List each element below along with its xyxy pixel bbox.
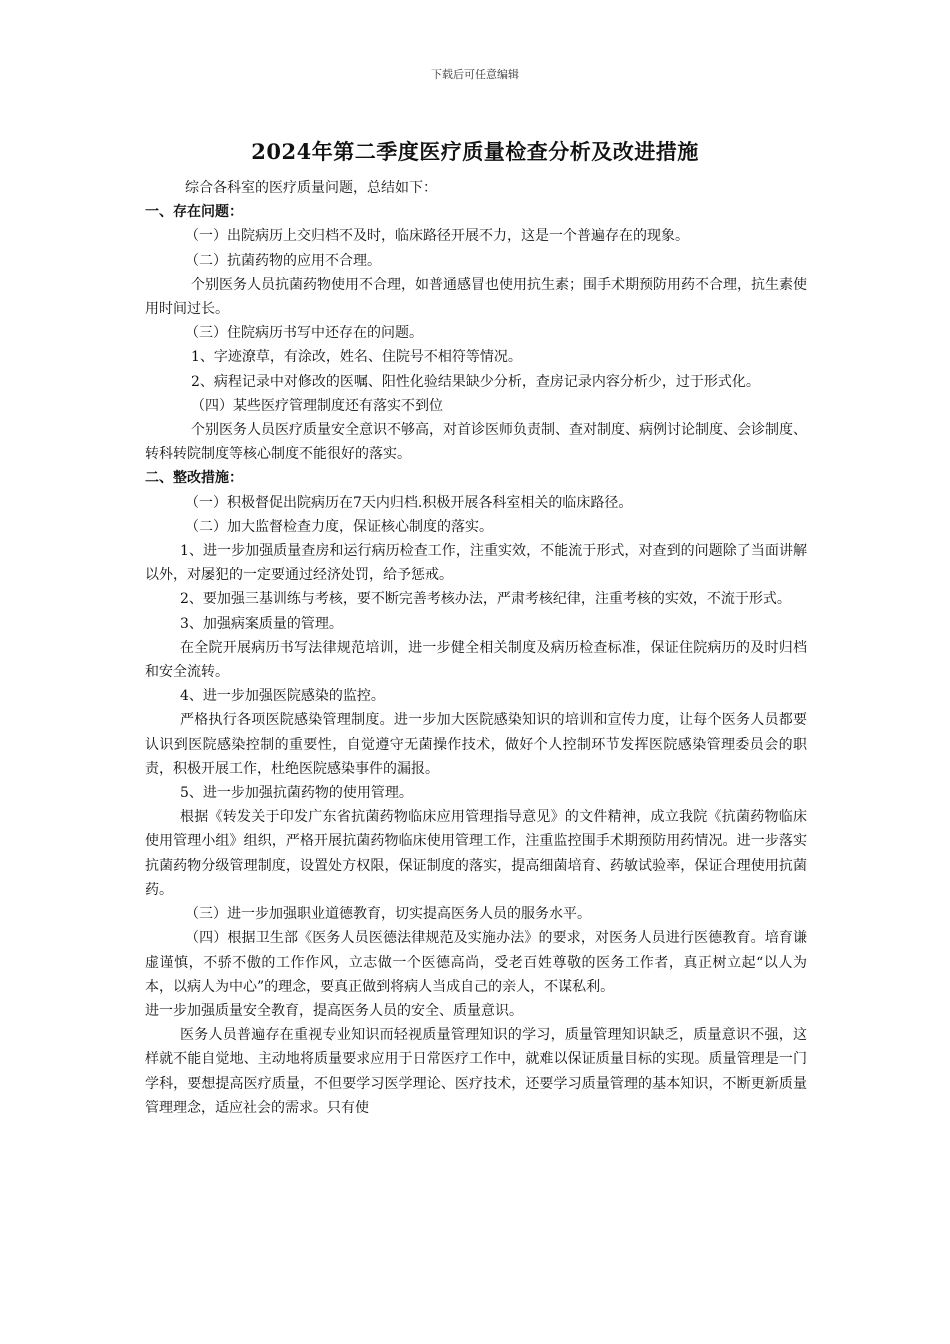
page-header-note: 下载后可任意编辑 <box>431 68 519 81</box>
paragraph: 2、要加强三基训练与考核，要不断完善考核办法，严肃考核纪律，注重考核的实效，不流于形式。 <box>180 591 791 608</box>
paragraph: 3、加强病案质量的管理。 <box>180 615 343 632</box>
paragraph: （二）抗菌药物的应用不合理。 <box>185 252 381 269</box>
paragraph: （一）出院病历上交归档不及时，临床路径开展不力，这是一个普遍存在的现象。 <box>185 228 689 245</box>
paragraph: （三）进一步加强职业道德教育，切实提高医务人员的服务水平。 <box>185 906 591 923</box>
paragraph: 个别医务人员医疗质量安全意识不够高，对首诊医师负责制、查对制度、病例讨论制度、会诊制度、转科转院制度等核心制度不能很好的落实。 <box>145 422 807 463</box>
paragraph: 根据《转发关于印发广东省抗菌药物临床应用管理指导意见》的文件精神，成立我院《抗菌药物临床使用管理小组》组织，严格开展抗菌药物临床使用管理工作，注重监控围手术期预防用药情况。进一步落实抗菌药物分级管理制度，设置处方权限，保证制度的落实，提高细菌培育、药敏试验率，保证合理使用抗菌药。 <box>145 809 807 898</box>
paragraph: （一）积极督促出院病历在7天内归档.积极开展各科室相关的临床路径。 <box>185 494 633 511</box>
paragraph: 5、进一步加强抗菌药物的使用管理。 <box>180 785 413 802</box>
paragraph: 严格执行各项医院感染管理制度。进一步加大医院感染知识的培训和宣传力度，让每个医务人员都要认识到医院感染控制的重要性，自觉遵守无菌操作技术，做好个人控制环节发挥医院感染管理委员会的职责，积极开展工作，杜绝医院感染事件的漏报。 <box>145 712 807 777</box>
paragraph: 二、整改措施： <box>145 470 243 487</box>
paragraph: 综合各科室的医疗质量问题，总结如下： <box>185 180 437 196</box>
paragraph: （四）某些医疗管理制度还有落实不到位 <box>191 397 443 414</box>
paragraph: 2、病程记录中对修改的医嘱、阳性化验结果缺少分析，查房记录内容分析少，过于形式化。 <box>191 373 760 390</box>
paragraph: （二）加大监督检查力度，保证核心制度的落实。 <box>185 518 493 535</box>
paragraph: 4、进一步加强医院感染的监控。 <box>180 688 385 705</box>
document-body <box>145 176 807 1120</box>
paragraph: （三）住院病历书写中还存在的问题。 <box>185 325 423 342</box>
paragraph: 1、进一步加强质量查房和运行病历检查工作，注重实效，不能流于形式，对查到的问题除了当面讲解以外，对屡犯的一定要通过经济处罚，给予惩戒。 <box>145 543 807 584</box>
paragraph: 1、字迹潦草，有涂改，姓名、住院号不相符等情况。 <box>191 349 522 366</box>
document-title: 2024年第二季度医疗质量检查分析及改进措施 <box>251 139 699 164</box>
paragraph: 一、存在问题： <box>145 204 243 221</box>
paragraph: 个别医务人员抗菌药物使用不合理，如普通感冒也使用抗生素；围手术期预防用药不合理，抗生素使用时间过长。 <box>145 276 807 318</box>
paragraph: 进一步加强质量安全教育，提高医务人员的安全、质量意识。 <box>145 1002 523 1019</box>
paragraph: 在全院开展病历书写法律规范培训，进一步健全相关制度及病历检查标准，保证住院病历的及时归档和安全流转。 <box>145 639 807 681</box>
paragraph: 医务人员普遍存在重视专业知识而轻视质量管理知识的学习，质量管理知识缺乏，质量意识不强，这样就不能自觉地、主动地将质量要求应用于日常医疗工作中，就难以保证质量目标的实现。质量管理是一门学科，要想提高医疗质量，不但要学习医学理论、医疗技术，还要学习质量管理的基本知识，不断更新质量管理理念，适应社会的需求。只有使 <box>145 1027 807 1116</box>
paragraph: （四）根据卫生部《医务人员医德法律规范及实施办法》的要求，对医务人员进行医德教育。培育谦虚谨慎，不骄不傲的工作作风，立志做一个医德高尚，受老百姓尊敬的医务工作者，真正树立起“以人为本，以病人为中心”的理念，要真正做到将病人当成自己的亲人，不谋私利。 <box>145 930 807 995</box>
